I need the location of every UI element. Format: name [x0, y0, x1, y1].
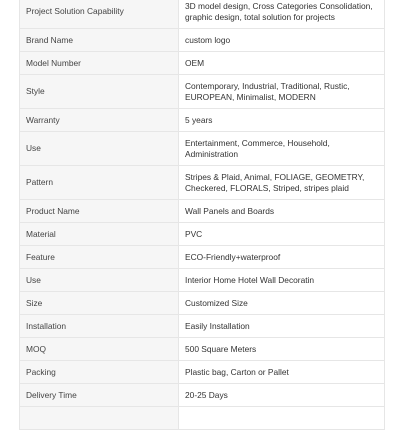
spec-key: Product Name: [20, 200, 179, 223]
spec-row-brand-name: [20, 29, 385, 52]
spec-key: Use: [20, 269, 179, 292]
spec-row-model-number: [20, 52, 385, 75]
spec-value: Customized Size: [179, 292, 385, 315]
spec-key: Feature: [20, 246, 179, 269]
spec-row-material: [20, 223, 385, 246]
spec-value: Wall Panels and Boards: [179, 200, 385, 223]
spec-value: 5 years: [179, 109, 385, 132]
spec-key: Project Solution Capability: [20, 0, 179, 29]
spec-key: Pattern: [20, 166, 179, 200]
spec-row-style: [20, 75, 385, 109]
spec-value: OEM: [179, 52, 385, 75]
spec-key: MOQ: [20, 338, 179, 361]
spec-row-use-2: [20, 269, 385, 292]
spec-row-project-solution-capability: [20, 0, 385, 29]
spec-row-size: [20, 292, 385, 315]
spec-value: PVC: [179, 223, 385, 246]
spec-value: Stripes & Plaid, Animal, FOLIAGE, GEOMETRY, Checkered, FLORALS, Striped, stripes plaid: [179, 166, 385, 200]
spec-row-moq: [20, 338, 385, 361]
spec-key: Size: [20, 292, 179, 315]
spec-value: Plastic bag, Carton or Pallet: [179, 361, 385, 384]
spec-value: 500 Square Meters: [179, 338, 385, 361]
spec-row-installation: [20, 315, 385, 338]
spec-key: Brand Name: [20, 29, 179, 52]
spec-value: custom logo: [179, 29, 385, 52]
spec-value: ECO-Friendly+waterproof: [179, 246, 385, 269]
spec-key: Material: [20, 223, 179, 246]
spec-value: Contemporary, Industrial, Traditional, Rustic, EUROPEAN, Minimalist, MODERN: [179, 75, 385, 109]
spec-value-empty: [179, 407, 385, 430]
spec-value: Entertainment, Commerce, Household, Administration: [179, 132, 385, 166]
spec-row-delivery-time: [20, 384, 385, 407]
spec-key: Warranty: [20, 109, 179, 132]
spec-value: 3D model design, Cross Categories Consolidation, graphic design, total solution for projects: [179, 0, 385, 29]
spec-key: Model Number: [20, 52, 179, 75]
spec-row-product-name: [20, 200, 385, 223]
spec-row-warranty: [20, 109, 385, 132]
spec-value: Interior Home Hotel Wall Decoratin: [179, 269, 385, 292]
spec-row-partial: [20, 407, 385, 430]
spec-value: Easily Installation: [179, 315, 385, 338]
spec-row-use: [20, 132, 385, 166]
spec-row-feature: [20, 246, 385, 269]
spec-key: Packing: [20, 361, 179, 384]
spec-key: Delivery Time: [20, 384, 179, 407]
product-spec-table: [19, 0, 385, 430]
spec-key: Use: [20, 132, 179, 166]
spec-row-packing: [20, 361, 385, 384]
spec-key: Style: [20, 75, 179, 109]
spec-key: Installation: [20, 315, 179, 338]
spec-value: 20-25 Days: [179, 384, 385, 407]
spec-table-body: [20, 0, 385, 430]
spec-key-empty: [20, 407, 179, 430]
spec-row-pattern: [20, 166, 385, 200]
